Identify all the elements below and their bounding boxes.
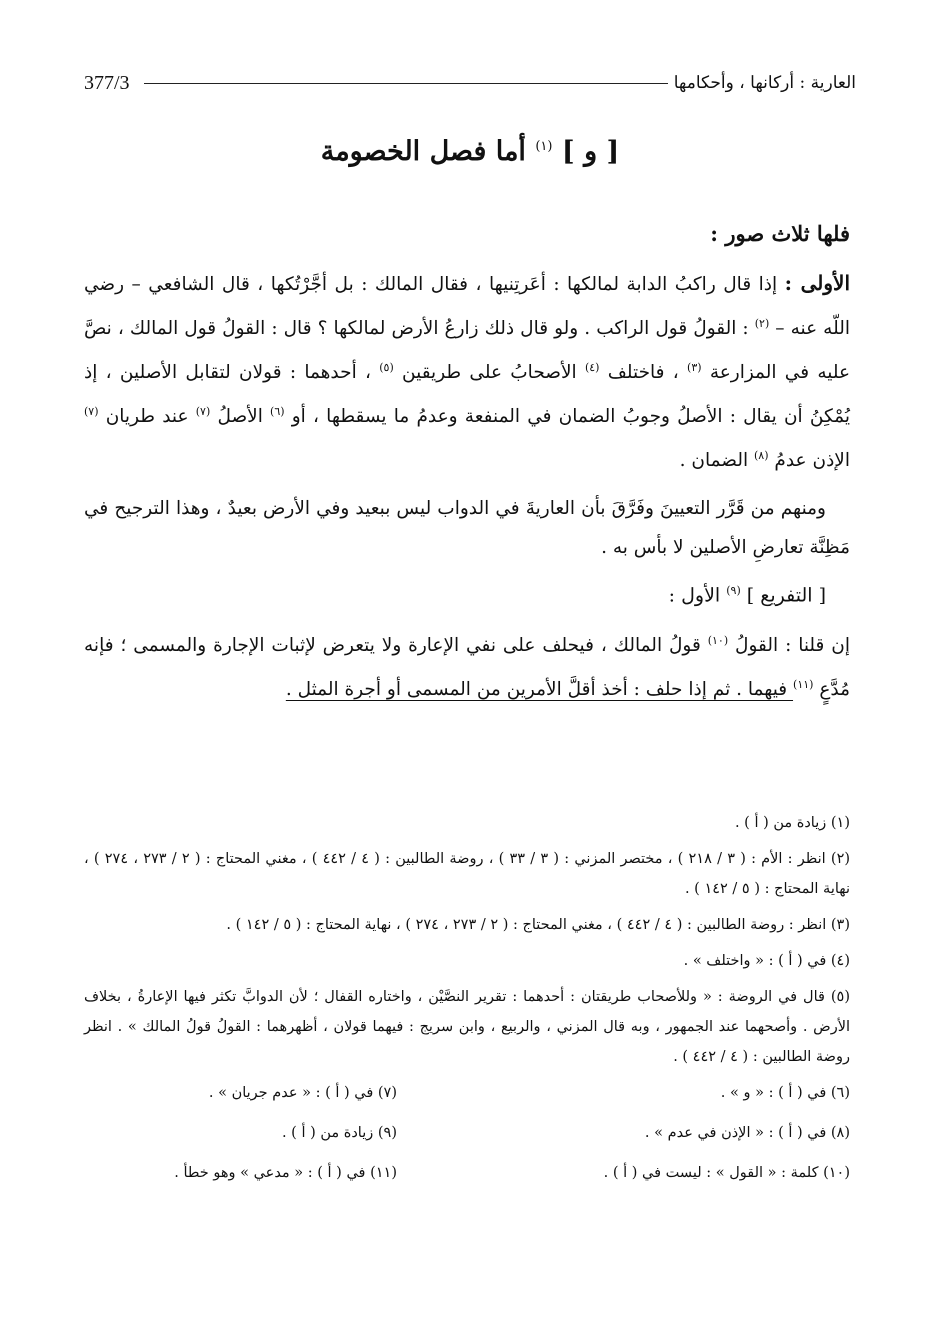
text-run: الأول : <box>668 583 727 606</box>
header-rule <box>144 83 668 84</box>
footnote-10: (١٠) كلمة : « القول » : ليست في ( أ ) . <box>603 1165 850 1181</box>
footnote-pair <box>84 1078 850 1108</box>
footnote-ref-4: (٤) <box>584 361 600 375</box>
footnote-ref-11: (١١) <box>793 678 814 692</box>
footnote-pair <box>84 1118 850 1148</box>
text-run-underlined: فيهما . ثم إذا حلف : أخذ أقلَّ الأمرين من المسمى أو أجرة المثل . <box>285 679 794 701</box>
footnote-3: (٣) انظر : روضة الطالبين : ( ٤ / ٤٤٢ ) ، مغني المحتاج : ( ٢ / ٢٧٣ ، ٢٧٤ ) ، نهاية المحتاج : ( ٥ / ١٤٢ ) . <box>226 917 850 933</box>
main-text <box>84 216 850 709</box>
footnote-ref-6: (٦) <box>270 405 285 419</box>
footnote-pair <box>84 1158 850 1188</box>
text-run: إذا قال راكبُ الدابة لمالكها : أعَرتِنيها ، فقال المالك : بل أجَّرْتُكها ، قال الشافعي – رضي اللّه عنه – <box>84 274 850 340</box>
footnote-ref-7b: (٧) <box>84 405 99 419</box>
text-run: الأصلُ <box>210 406 271 428</box>
footnote-11: (١١) في ( أ ) : « مدعي » وهو خطأ . <box>174 1165 397 1181</box>
page-header <box>84 66 856 100</box>
footnote-1: (١) زيادة من ( أ ) . <box>734 815 850 831</box>
text-run: عند طريان <box>98 406 196 428</box>
section-title-text: أما فصل الخصومة <box>320 136 526 167</box>
paragraph-second: ومنهم من قَرَّر التعيينَ وفَرَّقَ بأن العاريةَ في الدواب ليس ببعيد وفي الأرض بعيدٌ ، وهذا الترجيح في مَظِنَّة تعارضِ الأصلين لا بأس به . <box>84 497 850 558</box>
footnote-9: (٩) زيادة من ( أ ) . <box>281 1125 397 1141</box>
section-bracket-letter: [ و ] <box>561 136 620 167</box>
footnote-ref-7a: (٧) <box>195 405 211 419</box>
footnote-ref-2: (٢) <box>754 317 770 330</box>
text-run: ، أحدهما : قولان لتقابل الأصلين ، إذ يُمْكِنُ أن يقال : الأصلُ وجوبُ الضمان في المنفعة وعدمُ ما يسقطها ، أو <box>84 362 851 428</box>
footnote-ref-8: (٨) <box>754 449 769 463</box>
footnote-ref-9: (٩) <box>726 583 741 597</box>
text-run: : القولُ قول الراكب . ولو قال ذلك زارعُ الأرض لمالكها ؟ قال : القولُ قول المالك ، نصَّ عليه في المزارعة <box>84 318 851 384</box>
footnote-8: (٨) في ( أ ) : « الإذن في عدم » . <box>644 1125 850 1141</box>
text-run: ، فاختلف <box>599 362 688 384</box>
running-title: العارية : أركانها ، وأحكامها <box>673 73 856 93</box>
section-footnote-ref: (١) <box>535 139 553 154</box>
text-run: الأصحابُ على طريقين <box>393 362 585 384</box>
paragraph-third <box>84 621 850 709</box>
footnotes <box>84 808 850 1198</box>
footnote-ref-3: (٣) <box>687 361 702 375</box>
section-title <box>84 136 856 167</box>
footnote-ref-10: (١٠) <box>707 633 729 647</box>
text-run: الإذن عدمُ <box>768 450 850 472</box>
footnote-2: (٢) انظر : الأم : ( ٣ / ٢١٨ ) ، مختصر المزني : ( ٣ / ٣٣ ) ، روضة الطالبين : ( ٤ / ٤٤٢ ) ، مغني المحتاج : ( ٢ / ٢٧٣ ، ٢٧٤ ) ، نهاية المحتاج : ( ٥ / ١٤٢ ) . <box>84 851 851 897</box>
text-run: الضمان . <box>679 450 754 472</box>
footnote-5: (٥) قال في الروضة : « وللأصحاب طريقتان : أحدهما : تقرير النصَّيْن ، واختاره القفال ؛ لأن الدوابَّ تكثر فيها الإعارةُ ، بخلاف الأرض . وأصحهما عند الجمهور ، وبه قال المزني ، والربيع ، وابن سريج : فيهما قولان ، أظهرهما : القولُ قولُ المالك » . انظر روضة الطالبين : ( ٤ / ٤٤٢ ) . <box>84 989 850 1065</box>
first-case-label: الأولى : <box>784 271 851 295</box>
text-run: إن قلنا : القولُ <box>728 635 850 657</box>
text-run: [ التفريع ] <box>740 583 826 606</box>
footnote-4: (٤) في ( أ ) : « واختلف » . <box>683 953 850 969</box>
text-run: قولُ المالك ، فيحلف على نفي الإعارة ولا يتعرض لإثبات الإجارة والمسمى ؛ فإنه مُدَّعٍ <box>84 635 850 701</box>
footnote-6: (٦) في ( أ ) : « و » . <box>720 1085 850 1101</box>
subheading-tafri <box>84 571 826 615</box>
footnote-ref-5: (٥) <box>379 361 394 375</box>
page-number: 377/3 <box>84 71 130 94</box>
paragraph-first-case <box>84 264 850 481</box>
footnote-7: (٧) في ( أ ) : « عدم جريان » . <box>208 1085 397 1101</box>
lead-line: فلها ثلاث صور : <box>710 221 850 246</box>
